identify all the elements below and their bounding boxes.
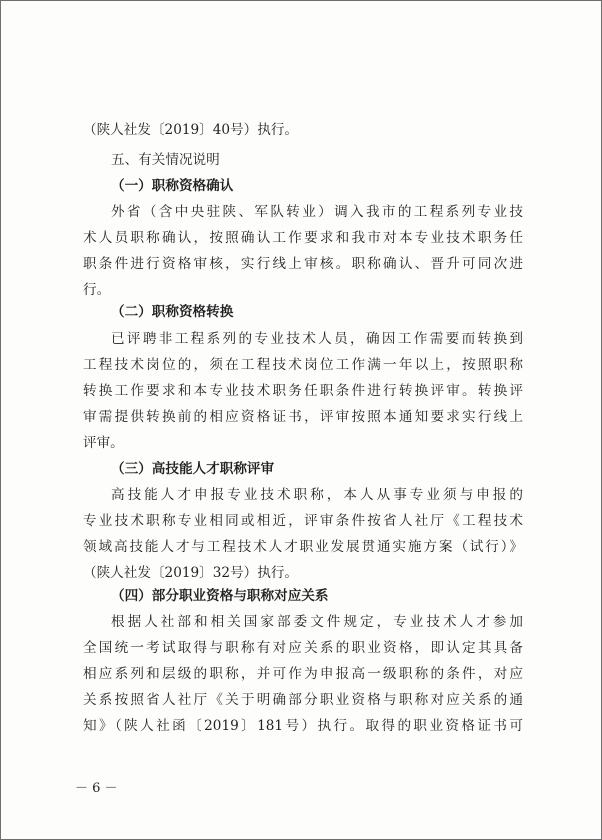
paragraph-line: （陕人社发〔2019〕32号）执行。 [83,565,299,581]
paragraph-line: 专业技术职称专业相同或相近，评审条件按省人社厅《工程技术 [83,513,523,529]
paragraph-line: 术人员职称确认，按照确认工作要求和我市对本专业技术职务任 [83,230,523,246]
subsection-heading: （三）高技能人才职称评审 [111,461,275,477]
paragraph-line: 工程技术岗位的，须在工程技术岗位工作满一年以上，按照职称 [83,357,523,373]
subsection-heading: （四）部分职业资格与职称对应关系 [111,588,329,604]
paragraph-line: 外省（含中央驻陕、军队转业）调入我市的工程系列专业技 [111,204,523,220]
paragraph-line: 审需提供转换前的相应资格证书，评审按照本通知要求实行线上 [83,409,523,425]
paragraph-line: 相应系列和层级的职称，并可作为申报高一级职称的条件，对应 [83,666,523,682]
paragraph-line: 领域高技能人才与工程技术人才职业发展贯通实施方案（试行）》 [83,539,523,555]
subsection-heading: （二）职称资格转换 [111,304,234,320]
paragraph-line: 全国统一考试取得与职称有对应关系的职业资格，即认定其具备 [83,640,523,656]
paragraph-line: 行。 [83,282,111,298]
paragraph-line: 知》（陕人社函〔2019〕181号）执行。取得的职业资格证书可 [83,718,523,734]
subsection-heading: （一）职称资格确认 [111,178,234,194]
page-number: － 6 － [75,781,118,796]
text-line: （陕人社发〔2019〕40号）执行。 [83,122,299,138]
paragraph-line: 已评聘非工程系列的专业技术人员，确因工作需要而转换到 [111,331,523,347]
paragraph-line: 根据人社部和相关国家部委文件规定，专业技术人才参加 [111,614,523,630]
paragraph-line: 关系按照省人社厅《关于明确部分职业资格与职称对应关系的通 [83,692,523,708]
paragraph-line: 转换工作要求和本专业技术职务任职条件进行转换评审。转换评 [83,383,523,399]
section-heading: 五、有关情况说明 [111,152,220,168]
paragraph-line: 职条件进行资格审核，实行线上审核。职称确认、晋升可同次进 [83,256,523,272]
paragraph-line: 评审。 [83,435,124,451]
paragraph-line: 高技能人才申报专业技术职称，本人从事专业须与申报的 [111,487,523,503]
